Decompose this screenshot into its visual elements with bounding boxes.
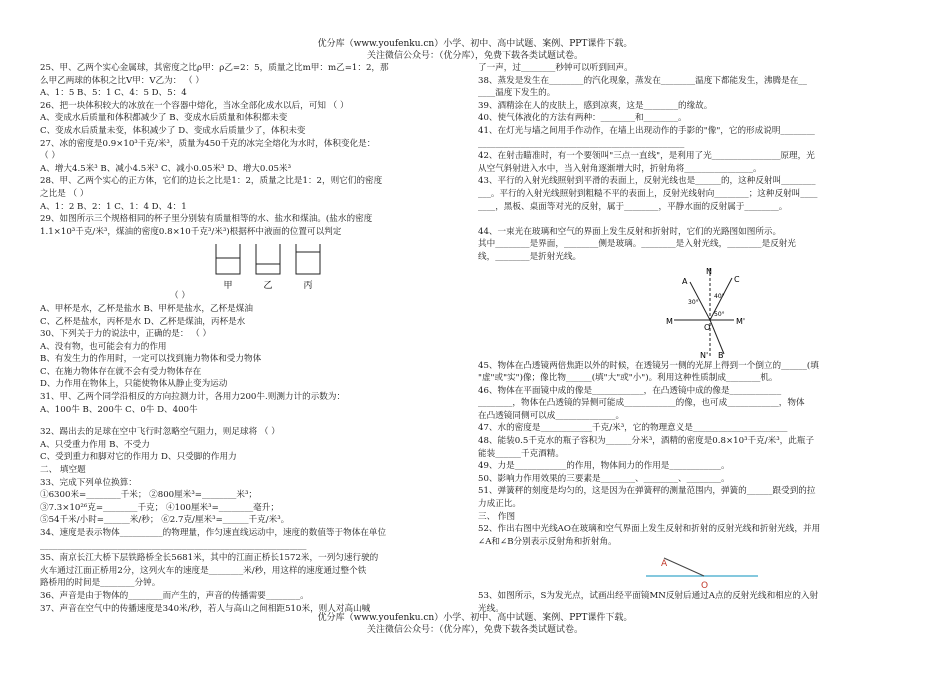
cup-jia (216, 244, 240, 274)
left-text-line: 35、南京长江大桥下层铁路桥全长5681米，其中的江面正桥长1572米，一列匀速行驶的 (40, 553, 379, 564)
left-lines-block-2 (40, 303, 460, 416)
left-text-line: （ ） (40, 151, 60, 162)
left-text-line: 33、完成下列单位换算： (40, 477, 137, 488)
left-lines-block-3 (40, 426, 460, 615)
right-text-line: 三、 作图 (478, 511, 516, 522)
left-text-line: 27、冰的密度是0.9×10³千克/米³，质量为450千克的冰完全熔化为水时，体积变化是： (40, 138, 376, 149)
fig52-ray-ao (664, 558, 704, 576)
right-text-line: 41、在灯光与墙之间用手作动作，在墙上出现动作的手影的"像"，它的形成说明________ (478, 125, 815, 136)
cup-yi (256, 244, 280, 274)
left-text-line: 29、如图所示三个规格相同的杯子里分别装有质量相等的水、盐水和煤油。(盐水的密度 (40, 214, 373, 225)
right-text-line: 39、酒精涂在人的皮肤上，感到凉爽，这是________的缘故。 (478, 100, 713, 111)
right-text-line (478, 213, 908, 226)
left-text-line: 31、甲、乙两个同学沿相反的方向拉测力计，各用力200牛.则测力计的示数为： (40, 392, 346, 403)
right-lines-block-1 (478, 62, 908, 264)
left-text-line: 34、速度是表示物体__________的物理量，作匀速直线运动中，速度的数值等于物体在单位 (40, 528, 387, 538)
fig52-label-o: O (701, 581, 709, 591)
right-text-line: 50、影响力作用效果的三要素是________、________、________。 (478, 473, 730, 484)
left-text-line: 28、甲、乙两个实心的正方体，它们的边长之比是1：2，质量之比是1：2，则它们的密度 (40, 176, 383, 187)
right-text-line: 力成正比。 (478, 499, 521, 510)
left-lines-block-1 (40, 62, 460, 238)
right-text-line: 44、一束光在玻璃和空气的界面上发生反射和折射时，它们的光路图如图所示。 (478, 226, 782, 237)
cups-figure (40, 238, 460, 296)
right-text-line: ____，黑板、桌面等对光的反射，属于________，平静水面的反射属于________。 (478, 201, 788, 212)
right-text-line: 47、水的密度是____________千克/米³，它的物理意义是______________________ (478, 423, 788, 434)
header-line-1: 优分库（www.youfenku.cn）小学、初中、高中试题、案例、PPT课件下载。 (317, 39, 633, 49)
right-text-line: "虚"或"实")像；像比物______(填"大"或"小")。利用这种性质制成________机。 (478, 373, 778, 384)
left-text-line: 32、踢出去的足球在空中飞行时忽略空气阻力，则足球将 （ ） (40, 427, 280, 438)
ray-b (710, 320, 724, 354)
left-text-line: 26、把一块体积较大的冰放在一个容器中熔化，当冰全部化成水以后，可知 （ ） (40, 100, 349, 111)
right-text-line: 了一声，过________秒钟可以听到回声。 (478, 63, 633, 73)
right-text-line: 光线。 (478, 604, 504, 614)
cup-label-yi: 乙 (263, 281, 273, 292)
right-text-line: 42、在射击瞄准时，有一个要领叫"三点一直线"，是利用了光________________原理，光 (478, 151, 815, 162)
right-text-line: 40、使气体液化的方法有两种：________和________。 (478, 113, 687, 124)
right-text-line: ________，物体在凸透镜的异侧可能成____________的像，也可成____________，物体 (478, 398, 805, 409)
fig52 (478, 548, 908, 590)
fig52-diagram (478, 548, 908, 590)
right-text-line: ____温度下发生的。 (478, 88, 556, 99)
left-text-line: 25、甲、乙两个实心金属球，其密度之比ρ甲：ρ乙=2：5，质量之比m甲：m乙=1：2，那 (40, 63, 389, 73)
left-text-line: D、力作用在物体上，只能使物体从静止变为运动 (40, 379, 228, 390)
left-text-line: 火车通过江面正桥用2分，这列火车的速度是________米/秒，用这样的速度通过整个铁 (40, 565, 367, 576)
left-text-line: A、增大4.5米³ B、减小4.5米³ C、减小0.05米³ D、增大0.05米³ (40, 163, 292, 174)
left-text-line: 之比是 （ ） (40, 188, 89, 199)
label-n: N (706, 266, 712, 276)
right-text-line: ________________________________________________ (478, 138, 685, 149)
page-footer (0, 612, 950, 636)
left-text-line: A、1：2 B、2：1 C、1：4 D、4：1 (40, 201, 187, 212)
left-text-line: A、甲杯是水，乙杯是盐水 B、甲杯是盐水，乙杯是煤油 (40, 303, 253, 314)
left-text-line: ③7.3×10²⁶克=________千克； ④100厘米³=________毫升； (40, 502, 279, 513)
right-text-line: 43、平行的入射光线照射到平滑的表面上，反射光线也是______的，这种反射叫________ (478, 176, 816, 187)
left-text-line: 二、 填空题 (40, 465, 86, 476)
cups-answer-bracket: （ ） (170, 291, 190, 302)
left-text-line: C、乙杯是盐水，丙杯是水 D、乙杯是煤油，丙杯是水 (40, 316, 246, 327)
right-text-line: 49、力是____________的作用，物体间力的作用是____________。 (478, 461, 730, 472)
left-text-line: C、在施力物体存在就不会有受力物体存在 (40, 366, 202, 377)
right-text-line: 48、能装0.5千克水的瓶子容积为______分米³，酒精的密度是0.8×10³千克/米³，此瓶子 (478, 436, 815, 447)
right-text-line: 其中________是界面，________侧是玻璃。________是入射光线，________是反射光 (478, 239, 796, 250)
left-text-line: ①6300米=________千米； ②800厘米³=________米³； (40, 490, 257, 501)
label-m-prime: M' (736, 316, 746, 326)
right-text-line: ∠A和∠B分别表示反射角和折射角。 (478, 536, 617, 547)
left-text-line: ______________________________________________________________ (40, 540, 307, 551)
header-line-2: 关注微信公众号：（优分库），免费下载各类试题试卷。 (366, 51, 583, 61)
cups-diagram (40, 238, 460, 296)
right-text-line: 从空气斜射进入水中，当入射角逐渐增大时，折射角将________________。 (478, 163, 762, 174)
left-text-line: 36、声音是由于物体的________而产生的，声音的传播需要________。 (40, 590, 309, 601)
fig52-label-a: A (661, 559, 668, 570)
right-text-line: ___。平行的入射光线照射到粗糙不平的表面上，反射光线射向________；这种反射叫____ (478, 188, 818, 199)
right-text-line: 46、物体在平面镜中成的像是____________，在凸透镜中成的像是____________ (478, 385, 782, 396)
left-text-line: A、变成水后质量和体积都减少了 B、变成水后质量和体积都未变 (40, 113, 288, 124)
cup-label-jia: 甲 (223, 281, 233, 292)
right-text-line: 51、弹簧秤的刻度是均匀的，这是因为在弹簧秤的测量范围内，弹簧的______跟受到的拉 (478, 486, 816, 497)
right-text-line: 线，________是折射光线。 (478, 251, 582, 262)
label-a: A (682, 276, 688, 286)
left-text-line: 30、下列关于力的说法中，正确的是： （ ） (40, 329, 212, 340)
left-text-line: A、没有物，也可能会有力的作用 (40, 341, 167, 352)
right-text-line: 52、作出右图中光线AO在玻璃和空气界面上发生反射和折射的反射光线和折射光线，并用 (478, 524, 821, 535)
right-text-line: 53、如图所示，S为发光点，试画出经平面镜MN反射后通过A点的反射光线和相应的入射 (478, 591, 819, 602)
cup-bing (296, 244, 320, 274)
left-text-line: ⑤54千米/小时=______米/秒； ⑥2.7克/厘米³=______千克/米³。 (40, 515, 290, 526)
left-text-line: C、受到重力和脚对它的作用力 D、只受脚的作用力 (40, 452, 237, 463)
left-text-line: 37、声音在空气中的传播速度是340米/秒，若人与高山之间相距510米，则人对高山喊 (40, 603, 371, 614)
refraction-diagram (478, 264, 908, 360)
angle-40: 40° (714, 292, 725, 300)
right-lines-block-2 (478, 360, 908, 549)
label-m: M (666, 316, 673, 326)
right-text-line: 45、物体在凸透镜两倍焦距以外的时候，在透镜另一侧的光屏上得到一个倒立的______(填 (478, 360, 819, 371)
footer-line-1: 优分库（www.youfenku.cn）小学、初中、高中试题、案例、PPT课件下载。 (317, 613, 633, 623)
right-column (478, 62, 908, 616)
right-text-line: 38、蒸发是发生在________的汽化现象，蒸发在________温度下都能发生，沸腾是在__ (478, 75, 807, 86)
left-text-line: B、有发生力的作用时，一定可以找到施力物体和受力物体 (40, 354, 262, 365)
label-c: C (734, 274, 740, 284)
label-o: O (704, 322, 711, 332)
right-text-line: 能装______千克酒精。 (478, 448, 564, 459)
left-text-line: A、1：5 B、5：1 C、4：5 D、5：4 (40, 88, 187, 99)
right-text-line: 在凸透镜同侧可以成______________。 (478, 410, 625, 421)
left-text-line: 路桥用的时间是________分钟。 (40, 578, 161, 589)
refraction-figure (478, 264, 908, 360)
footer-line-2: 关注微信公众号：（优分库），免费下载各类试题试卷。 (366, 625, 583, 635)
left-text-line: A、100牛 B、200牛 C、0牛 D、400牛 (40, 404, 198, 415)
angle-50: 50° (714, 310, 725, 318)
angle-30: 30° (688, 298, 699, 306)
page-header (0, 38, 950, 62)
cup-label-bing: 丙 (303, 281, 313, 292)
label-n-prime: N' (700, 350, 709, 360)
label-b: B (718, 350, 724, 360)
left-text-line: 1.1×10³千克/米³，煤油的密度0.8×10千克³/米³)根据杯中液面的位置可以判定 (40, 226, 342, 237)
left-column (40, 62, 460, 615)
left-text-line: 么甲乙两球的体积之比V甲：V乙为： （ ） (40, 75, 204, 86)
left-text-line: C、变成水后质量未变，体积减少了 D、变成水后质量少了，体积未变 (40, 125, 306, 136)
left-text-line: A、只受重力作用 B、不受力 (40, 439, 150, 450)
